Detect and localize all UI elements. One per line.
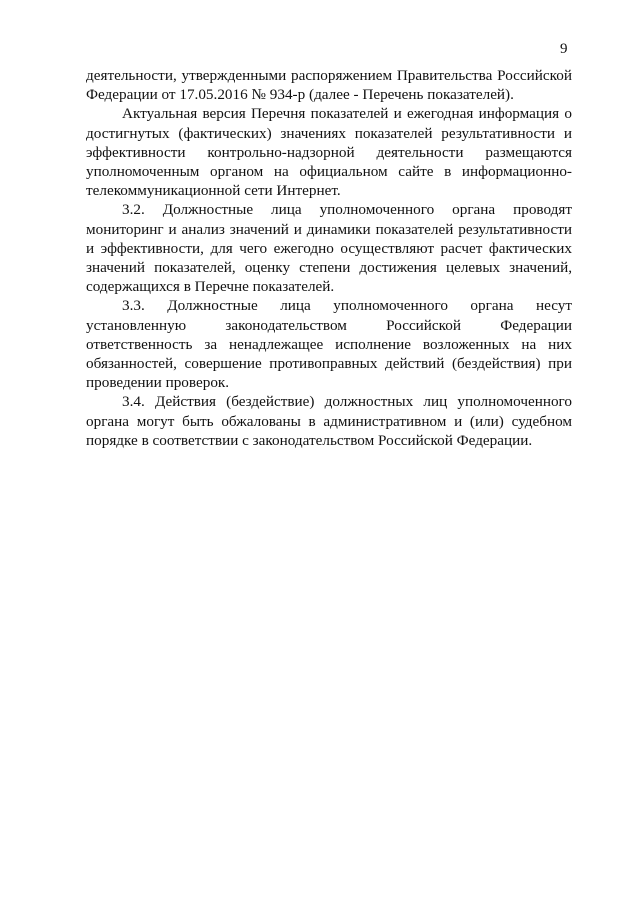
paragraph-3-4: 3.4. Действия (бездействие) должностных лиц уполномоченного органа могут быть обжалованы в административном и (или) судебном порядке в соответствии с законодательством Российской Федерации. bbox=[86, 393, 572, 449]
paragraph-indicators-info: Актуальная версия Перечня показателей и ежегодная информация о достигнутых (фактических) значениях показателей результативности и эффективности контрольно-надзорной деятельности размещаются уполномоченным органом на официальном сайте в информационно-телекоммуникационной сети Интернет. bbox=[86, 105, 572, 200]
document-body bbox=[86, 66, 572, 450]
paragraph-continuation: деятельности, утвержденными распоряжением Правительства Российской Федерации от 17.05.2016 № 934-р (далее - Перечень показателей). bbox=[86, 67, 572, 104]
paragraph-3-2: 3.2. Должностные лица уполномоченного органа проводят мониторинг и анализ значений и динамики показателей результативности и эффективности, для чего ежегодно осуществляют расчет фактических значений показателей, оценку степени достижения целевых значений, содержащихся в Перечне показателей. bbox=[86, 201, 572, 296]
paragraph-3-3: 3.3. Должностные лица уполномоченного органа несут установленную законодательством Российской Федерации ответственность за ненадлежащее исполнение возложенных на них обязанностей, совершение противоправных действий (бездействия) при проведении проверок. bbox=[86, 297, 572, 392]
page-number: 9 bbox=[560, 41, 568, 57]
